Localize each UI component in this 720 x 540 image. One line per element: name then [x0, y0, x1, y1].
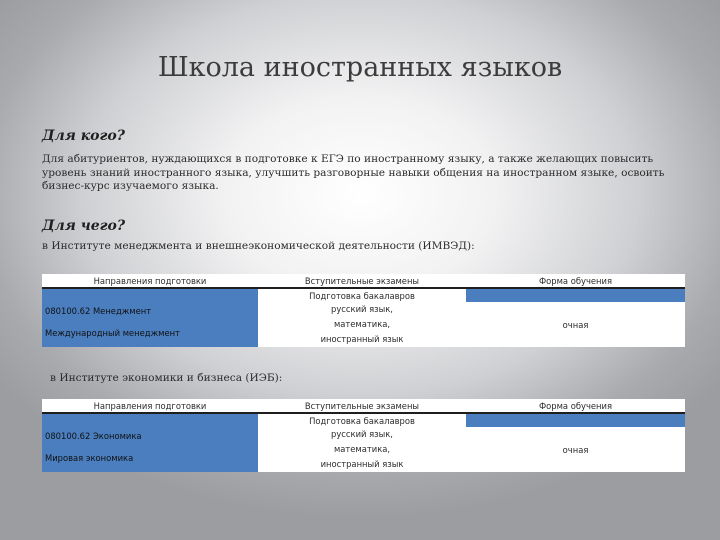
- institute-imved-caption: в Институте менеджмента и внешнеэкономической деятельности (ИМВЭД):: [42, 240, 475, 252]
- column-header-directions: Направления подготовки: [42, 399, 258, 413]
- specialties-cell: [42, 302, 258, 347]
- table-header-row: [42, 399, 685, 413]
- specialty-profile: Международный менеджмент: [45, 328, 180, 338]
- column-header-form: Форма обучения: [466, 274, 685, 288]
- exam-item: иностранный язык: [320, 459, 404, 469]
- exam-item: русский язык,: [331, 429, 393, 439]
- column-header-directions: Направления подготовки: [42, 274, 258, 288]
- for-whom-heading: Для кого?: [42, 128, 125, 144]
- column-header-form: Форма обучения: [466, 399, 685, 413]
- study-form-cell: очная: [466, 302, 685, 347]
- column-header-exams: Вступительные экзамены: [258, 274, 466, 288]
- specialty-code: 080100.62 Экономика: [45, 431, 142, 441]
- exam-item: иностранный язык: [320, 334, 404, 344]
- specialty-code: 080100.62 Менеджмент: [45, 306, 152, 316]
- for-what-heading: Для чего?: [42, 218, 126, 234]
- programs-table-imved: [42, 274, 685, 347]
- subheader-bachelor: Подготовка бакалавров: [258, 288, 466, 302]
- specialty-profile: Мировая экономика: [45, 453, 134, 463]
- study-form-cell: очная: [466, 427, 685, 472]
- subheader-bachelor: Подготовка бакалавров: [258, 413, 466, 427]
- subheader-blue-cell: [466, 288, 685, 302]
- table-subheader-row: [42, 288, 685, 302]
- table-row: [42, 427, 685, 472]
- subheader-blue-cell: [42, 288, 258, 302]
- subheader-blue-cell: [466, 413, 685, 427]
- table-header-row: [42, 274, 685, 288]
- exam-item: русский язык,: [331, 304, 393, 314]
- column-header-exams: Вступительные экзамены: [258, 399, 466, 413]
- exam-item: математика,: [333, 444, 391, 454]
- institute-ieb-caption: в Институте экономики и бизнеса (ИЭБ):: [50, 372, 283, 384]
- exams-cell: [258, 302, 466, 347]
- exams-cell: [258, 427, 466, 472]
- subheader-blue-cell: [42, 413, 258, 427]
- table-row: [42, 302, 685, 347]
- page-title: Школа иностранных языков: [157, 52, 563, 83]
- specialties-cell: [42, 427, 258, 472]
- exam-item: математика,: [333, 319, 391, 329]
- programs-table-ieb: [42, 399, 685, 472]
- for-whom-text: Для абитуриентов, нуждающихся в подготовке к ЕГЭ по иностранному языку, а также желающих повысить уровень знаний иностранного языка, улучшить разговорные навыки общения на иностранном языке, освоить бизнес-курс изучаемого языка.: [42, 153, 665, 193]
- table-subheader-row: [42, 413, 685, 427]
